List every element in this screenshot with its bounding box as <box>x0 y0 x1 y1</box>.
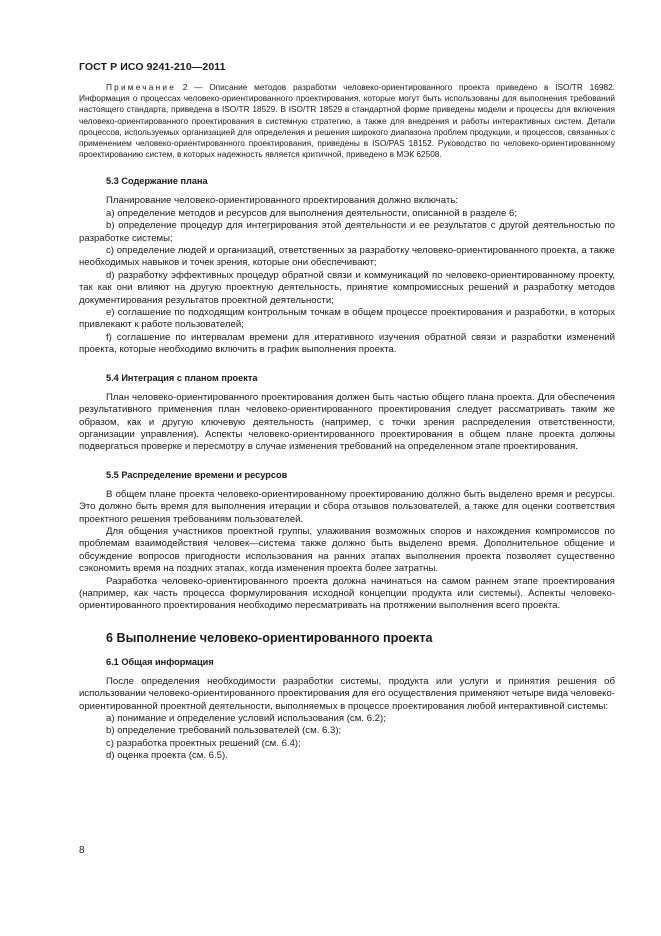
page-content <box>79 82 615 763</box>
paragraph: После определения необходимости разработки системы, продукта или услуги и принятия решения об использовании человеко-ориентированного проектирования для его осуществления применяют четыре вида человеко-ориентированной проектной деятельности, выполняемых в процессе проектирования любой интерактивной системы: <box>79 675 615 712</box>
paragraph: Разработка человеко-ориентированного проекта должна начинаться на самом раннем этапе проектирования (например, как часть процесса формулирования исходной концепции продукта или системы). Аспекты человеко-ориентированного проектирования необходимо пересматривать на протяжении выполнения всего проекта. <box>79 575 615 612</box>
page-number: 8 <box>79 845 85 856</box>
note-2 <box>79 82 615 160</box>
document-header: ГОСТ Р ИСО 9241-210—2011 <box>79 61 226 73</box>
list-item: а) понимание и определение условий использования (см. 6.2); <box>106 713 386 725</box>
list-item: b) определение требований пользователей (см. 6.3); <box>106 725 342 737</box>
list-item: d) разработку эффективных процедур обратной связи и коммуникаций по человеко-ориентированному проекту, так как они влияют на другую проектную деятельность, принятие компромиссных решений и разработку методов документирования результатов проектной деятельности; <box>79 269 615 306</box>
section-6-1-heading: 6.1 Общая информация <box>106 656 214 667</box>
list-item: а) определение методов и ресурсов для выполнения деятельности, описанной в разделе 6; <box>106 207 517 219</box>
section-5-5-body <box>79 489 615 613</box>
list-item: c) определение людей и организаций, ответственных за разработку человеко-ориентированного проекта, а также необходимых навыков и точек зрения, которые они обеспечивают; <box>79 245 615 269</box>
section-5-5-heading: 5.5 Распределение времени и ресурсов <box>106 469 288 480</box>
section-6-1-body <box>79 676 615 763</box>
section-6-heading: 6 Выполнение человеко-ориентированного проекта <box>106 630 433 645</box>
list-item: d) оценка проекта (см. 6.5). <box>106 750 228 762</box>
section-5-3-heading: 5.3 Содержание плана <box>106 176 208 187</box>
list-item: e) соглашение по подходящим контрольным точкам в общем процессе проектирования и разработки, в которых привлекают к работе пользователей; <box>79 307 615 331</box>
list-item: c) разработка проектных решений (см. 6.4); <box>106 737 301 749</box>
paragraph: План человеко-ориентированного проектирования должен быть частью общего плана проекта. Для обеспечения результативного применения план человеко-ориентированного проектирования следует рассматривать таким же образом, как и другую ключевую деятельность (например, с точки зрения распределения ответственности, организации управления). Аспекты человеко-ориентированного проектирования в общем плане проекта должны подвергаться проверке и пересмотру в случае изменения требований на определенном этапе проектирования. <box>79 391 615 453</box>
note-label: Примечание <box>106 82 177 92</box>
section-5-4-body <box>79 392 615 454</box>
section-5-3-intro: Планирование человеко-ориентированного проектирования должно включать: <box>106 195 458 207</box>
paragraph: Для общения участников проектной группы, улаживания возможных споров и нахождения компромиссов по проблемам взаимодействия человек—система также должно быть выделено время. Дополнительное общение и обсуждение вопросов пригодности использования на ранних этапах выполнения проекта позволяет существенно сэкономить время на поздних этапах, когда изменения проекта более затратны. <box>79 525 615 575</box>
note-text: 2 — Описание методов разработки человеко-ориентированного проекта приведено в ISO/TR 16982. Информация о процессах человеко-ориентированного проектирования, которые могут быть использованы для выполнения требований настоящего стандарта, приведена в ISO/TR 18529. В ISO/TR 18529 в стандартной форме приведены модели и процессы для включения человеко-ориентированного проектирования в системную стратегию, а также для внедрения и работы интерактивных систем. Детали процессов, используемых организацией для определения и решения широкого диапазона проблем продукции, и процессов, связанных с применением человеко-ориентированного проектирования, приведены в ISO/PAS 18152. Руководство по человеко-ориентированному проектированию систем, в которых надежность является критичной, приведено в МЭК 62508. <box>79 82 615 160</box>
paragraph: В общем плане проекта человеко-ориентированному проектированию должно быть выделено время и ресурсы. Это должно быть время для выполнения итерации и сбора отзывов пользователей, а также для оценки соответствия проектного решения требованиям пользователей. <box>79 488 615 525</box>
section-5-3-body <box>79 195 615 356</box>
list-item: f) соглашение по интервалам времени для итеративного изучения обратной связи и разработки изменений проекта, которые необходимо включить в график выполнения проекта. <box>79 331 615 356</box>
section-5-4-heading: 5.4 Интеграция с планом проекта <box>106 372 258 383</box>
list-item: b) определение процедур для интегрирования этой деятельности и ее результатов с другой деятельностью по разработке системы; <box>79 220 615 244</box>
